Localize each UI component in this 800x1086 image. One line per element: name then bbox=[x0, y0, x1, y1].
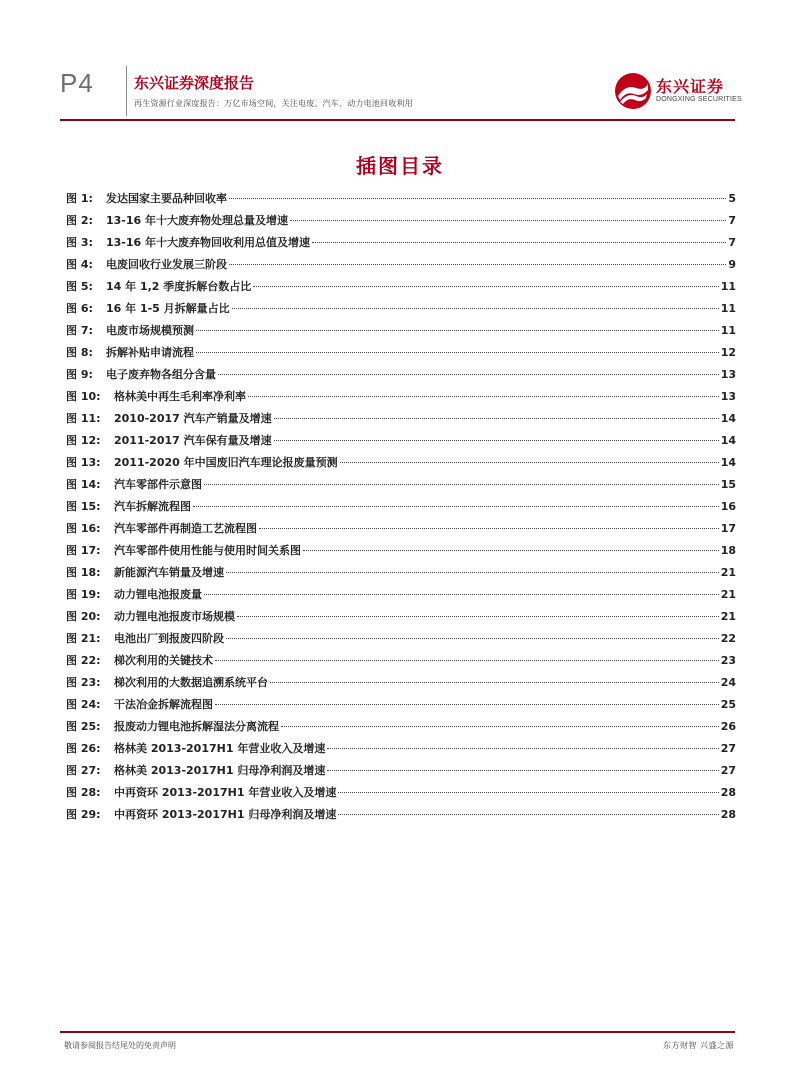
header-divider bbox=[126, 66, 127, 116]
toc-page-number: 11 bbox=[720, 302, 736, 315]
toc-figure-caption: 梯次利用的大数据追溯系统平台 bbox=[114, 676, 268, 689]
toc-page-number: 15 bbox=[720, 478, 736, 491]
toc-page-number: 24 bbox=[720, 676, 736, 689]
footer-disclaimer: 敬请参阅报告结尾处的免责声明 bbox=[64, 1041, 176, 1050]
toc-dot-leader bbox=[290, 220, 726, 221]
toc-entry[interactable] bbox=[66, 584, 736, 606]
header-rule bbox=[60, 119, 735, 121]
toc-entry[interactable] bbox=[66, 804, 736, 826]
toc-figure-number: 图 3: bbox=[66, 236, 93, 249]
toc-dot-leader bbox=[253, 286, 718, 287]
toc-figure-number: 图 2: bbox=[66, 214, 93, 227]
toc-figure-number: 图 18: bbox=[66, 566, 101, 579]
toc-dot-leader bbox=[340, 462, 719, 463]
toc-page-number: 7 bbox=[728, 236, 736, 249]
page-number: P4 bbox=[60, 68, 94, 98]
toc-entry[interactable] bbox=[66, 452, 736, 474]
toc-entry[interactable] bbox=[66, 408, 736, 430]
toc-dot-leader bbox=[215, 704, 719, 705]
toc-entry[interactable] bbox=[66, 364, 736, 386]
toc-figure-caption: 格林美 2013-2017H1 归母净利润及增速 bbox=[114, 764, 326, 777]
toc-figure-caption: 14 年 1,2 季度拆解台数占比 bbox=[106, 280, 252, 293]
toc-page-number: 11 bbox=[720, 280, 736, 293]
toc-figure-caption: 中再资环 2013-2017H1 归母净利润及增速 bbox=[114, 808, 337, 821]
toc-figure-caption: 发达国家主要品种回收率 bbox=[106, 192, 227, 205]
toc-dot-leader bbox=[274, 418, 719, 419]
toc-figure-number: 图 25: bbox=[66, 720, 101, 733]
toc-dot-leader bbox=[248, 396, 719, 397]
toc-page-number: 13 bbox=[720, 368, 736, 381]
toc-page-number: 5 bbox=[728, 192, 736, 205]
toc-figure-number: 图 1: bbox=[66, 192, 93, 205]
toc-dot-leader bbox=[204, 594, 719, 595]
toc-dot-leader bbox=[196, 352, 719, 353]
toc-figure-caption: 汽车零部件示意图 bbox=[114, 478, 202, 491]
toc-dot-leader bbox=[312, 242, 726, 243]
toc-page-number: 26 bbox=[720, 720, 736, 733]
report-title: 东兴证券深度报告 bbox=[134, 74, 255, 92]
toc-page-number: 12 bbox=[720, 346, 736, 359]
toc-entry[interactable] bbox=[66, 716, 736, 738]
toc-figure-number: 图 23: bbox=[66, 676, 101, 689]
logo-text-cn: 东兴证券 bbox=[656, 77, 725, 96]
toc-figure-number: 图 22: bbox=[66, 654, 101, 667]
toc-entry[interactable] bbox=[66, 738, 736, 760]
toc-title: 插图目录 bbox=[356, 154, 444, 178]
toc-figure-number: 图 17: bbox=[66, 544, 101, 557]
toc-page-number: 17 bbox=[720, 522, 736, 535]
toc-entry[interactable] bbox=[66, 540, 736, 562]
toc-page-number: 27 bbox=[720, 742, 736, 755]
toc-entry[interactable] bbox=[66, 298, 736, 320]
toc-figure-number: 图 19: bbox=[66, 588, 101, 601]
toc-figure-caption: 2010-2017 汽车产销量及增速 bbox=[114, 412, 272, 425]
toc-figure-caption: 汽车零部件使用性能与使用时间关系图 bbox=[114, 544, 301, 557]
toc-dot-leader bbox=[226, 638, 719, 639]
toc-page-number: 28 bbox=[720, 808, 736, 821]
toc-page-number: 11 bbox=[720, 324, 736, 337]
toc-dot-leader bbox=[327, 770, 718, 771]
toc-figure-caption: 电池出厂到报废四阶段 bbox=[114, 632, 224, 645]
toc-figure-number: 图 15: bbox=[66, 500, 101, 513]
toc-entry[interactable] bbox=[66, 518, 736, 540]
toc-page-number: 21 bbox=[720, 588, 736, 601]
toc-entry[interactable] bbox=[66, 496, 736, 518]
toc-entry[interactable] bbox=[66, 650, 736, 672]
toc-figure-number: 图 10: bbox=[66, 390, 101, 403]
toc-page-number: 9 bbox=[728, 258, 736, 271]
toc-figure-number: 图 13: bbox=[66, 456, 101, 469]
toc-entry[interactable] bbox=[66, 276, 736, 298]
toc-dot-leader bbox=[259, 528, 719, 529]
toc-page-number: 21 bbox=[720, 610, 736, 623]
toc-entry[interactable] bbox=[66, 782, 736, 804]
toc-figure-number: 图 16: bbox=[66, 522, 101, 535]
toc-figure-number: 图 21: bbox=[66, 632, 101, 645]
toc-dot-leader bbox=[196, 330, 719, 331]
toc-figure-caption: 汽车拆解流程图 bbox=[114, 500, 191, 513]
toc-figure-number: 图 26: bbox=[66, 742, 101, 755]
toc-dot-leader bbox=[229, 264, 726, 265]
toc-dot-leader bbox=[281, 726, 719, 727]
toc-entry[interactable] bbox=[66, 188, 736, 210]
toc-figure-number: 图 24: bbox=[66, 698, 101, 711]
toc-entry[interactable] bbox=[66, 320, 736, 342]
toc-page-number: 28 bbox=[720, 786, 736, 799]
toc-figure-caption: 2011-2020 年中国废旧汽车理论报废量预测 bbox=[114, 456, 338, 469]
toc-figure-number: 图 9: bbox=[66, 368, 93, 381]
toc-figure-caption: 动力锂电池报废量 bbox=[114, 588, 202, 601]
toc-page-number: 14 bbox=[720, 456, 736, 469]
toc-page-number: 14 bbox=[720, 412, 736, 425]
toc-figure-number: 图 29: bbox=[66, 808, 101, 821]
toc-figure-number: 图 6: bbox=[66, 302, 93, 315]
toc-figure-number: 图 20: bbox=[66, 610, 101, 623]
toc-entry[interactable] bbox=[66, 628, 736, 650]
toc-dot-leader bbox=[193, 506, 719, 507]
toc-figure-caption: 梯次利用的关键技术 bbox=[114, 654, 213, 667]
toc-page-number: 13 bbox=[720, 390, 736, 403]
toc-entry[interactable] bbox=[66, 254, 736, 276]
toc-figure-caption: 16 年 1-5 月拆解量占比 bbox=[106, 302, 230, 315]
toc-figure-caption: 汽车零部件再制造工艺流程图 bbox=[114, 522, 257, 535]
toc-dot-leader bbox=[237, 616, 719, 617]
toc-dot-leader bbox=[338, 792, 718, 793]
toc-entry[interactable] bbox=[66, 342, 736, 364]
toc-entry[interactable] bbox=[66, 606, 736, 628]
toc-dot-leader bbox=[274, 440, 719, 441]
toc-figure-number: 图 5: bbox=[66, 280, 93, 293]
toc-figure-caption: 格林美 2013-2017H1 年营业收入及增速 bbox=[114, 742, 326, 755]
toc-dot-leader bbox=[215, 660, 719, 661]
toc-figure-number: 图 7: bbox=[66, 324, 93, 337]
footer-rule bbox=[60, 1031, 735, 1033]
toc-dot-leader bbox=[204, 484, 719, 485]
toc-page-number: 22 bbox=[720, 632, 736, 645]
toc-figure-caption: 新能源汽车销量及增速 bbox=[114, 566, 224, 579]
toc-figure-number: 图 11: bbox=[66, 412, 101, 425]
logo-text-en: DONGXING SECURITIES bbox=[656, 96, 742, 103]
toc-figure-number: 图 12: bbox=[66, 434, 101, 447]
toc-figure-caption: 干法冶金拆解流程图 bbox=[114, 698, 213, 711]
toc-page-number: 14 bbox=[720, 434, 736, 447]
toc-figure-number: 图 14: bbox=[66, 478, 101, 491]
toc-entry[interactable] bbox=[66, 474, 736, 496]
toc-entry[interactable] bbox=[66, 430, 736, 452]
toc-figure-caption: 13-16 年十大废弃物回收利用总值及增速 bbox=[106, 236, 311, 249]
logo-emblem-icon bbox=[614, 72, 652, 110]
figure-list bbox=[66, 188, 736, 826]
toc-figure-caption: 2011-2017 汽车保有量及增速 bbox=[114, 434, 272, 447]
toc-figure-caption: 拆解补贴申请流程 bbox=[106, 346, 194, 359]
toc-entry[interactable] bbox=[66, 210, 736, 232]
toc-entry[interactable] bbox=[66, 232, 736, 254]
toc-page-number: 27 bbox=[720, 764, 736, 777]
toc-entry[interactable] bbox=[66, 694, 736, 716]
toc-page-number: 21 bbox=[720, 566, 736, 579]
toc-entry[interactable] bbox=[66, 562, 736, 584]
report-subtitle: 再生资源行业深度报告：万亿市场空间，关注电废、汽车、动力电池回收利用 bbox=[134, 99, 413, 108]
footer-slogan: 东方财智 兴盛之源 bbox=[662, 1041, 734, 1050]
toc-figure-number: 图 4: bbox=[66, 258, 93, 271]
toc-figure-caption: 电废回收行业发展三阶段 bbox=[106, 258, 227, 271]
toc-page-number: 7 bbox=[728, 214, 736, 227]
toc-page-number: 23 bbox=[720, 654, 736, 667]
toc-entry[interactable] bbox=[66, 760, 736, 782]
toc-figure-number: 图 8: bbox=[66, 346, 93, 359]
toc-figure-caption: 动力锂电池报废市场规模 bbox=[114, 610, 235, 623]
toc-dot-leader bbox=[270, 682, 719, 683]
toc-entry[interactable] bbox=[66, 386, 736, 408]
toc-entry[interactable] bbox=[66, 672, 736, 694]
toc-figure-caption: 报废动力锂电池拆解湿法分离流程 bbox=[114, 720, 279, 733]
company-logo bbox=[614, 72, 744, 112]
toc-dot-leader bbox=[218, 374, 719, 375]
toc-dot-leader bbox=[232, 308, 719, 309]
toc-figure-caption: 电子废弃物各组分含量 bbox=[106, 368, 216, 381]
toc-dot-leader bbox=[226, 572, 719, 573]
toc-figure-number: 图 27: bbox=[66, 764, 101, 777]
toc-figure-caption: 中再资环 2013-2017H1 年营业收入及增速 bbox=[114, 786, 337, 799]
toc-page-number: 16 bbox=[720, 500, 736, 513]
toc-page-number: 18 bbox=[720, 544, 736, 557]
toc-dot-leader bbox=[229, 198, 726, 199]
toc-dot-leader bbox=[303, 550, 719, 551]
toc-figure-number: 图 28: bbox=[66, 786, 101, 799]
toc-dot-leader bbox=[327, 748, 718, 749]
toc-dot-leader bbox=[338, 814, 718, 815]
toc-figure-caption: 格林美中再生毛利率净利率 bbox=[114, 390, 246, 403]
toc-figure-caption: 电废市场规模预测 bbox=[106, 324, 194, 337]
toc-figure-caption: 13-16 年十大废弃物处理总量及增速 bbox=[106, 214, 289, 227]
toc-page-number: 25 bbox=[720, 698, 736, 711]
